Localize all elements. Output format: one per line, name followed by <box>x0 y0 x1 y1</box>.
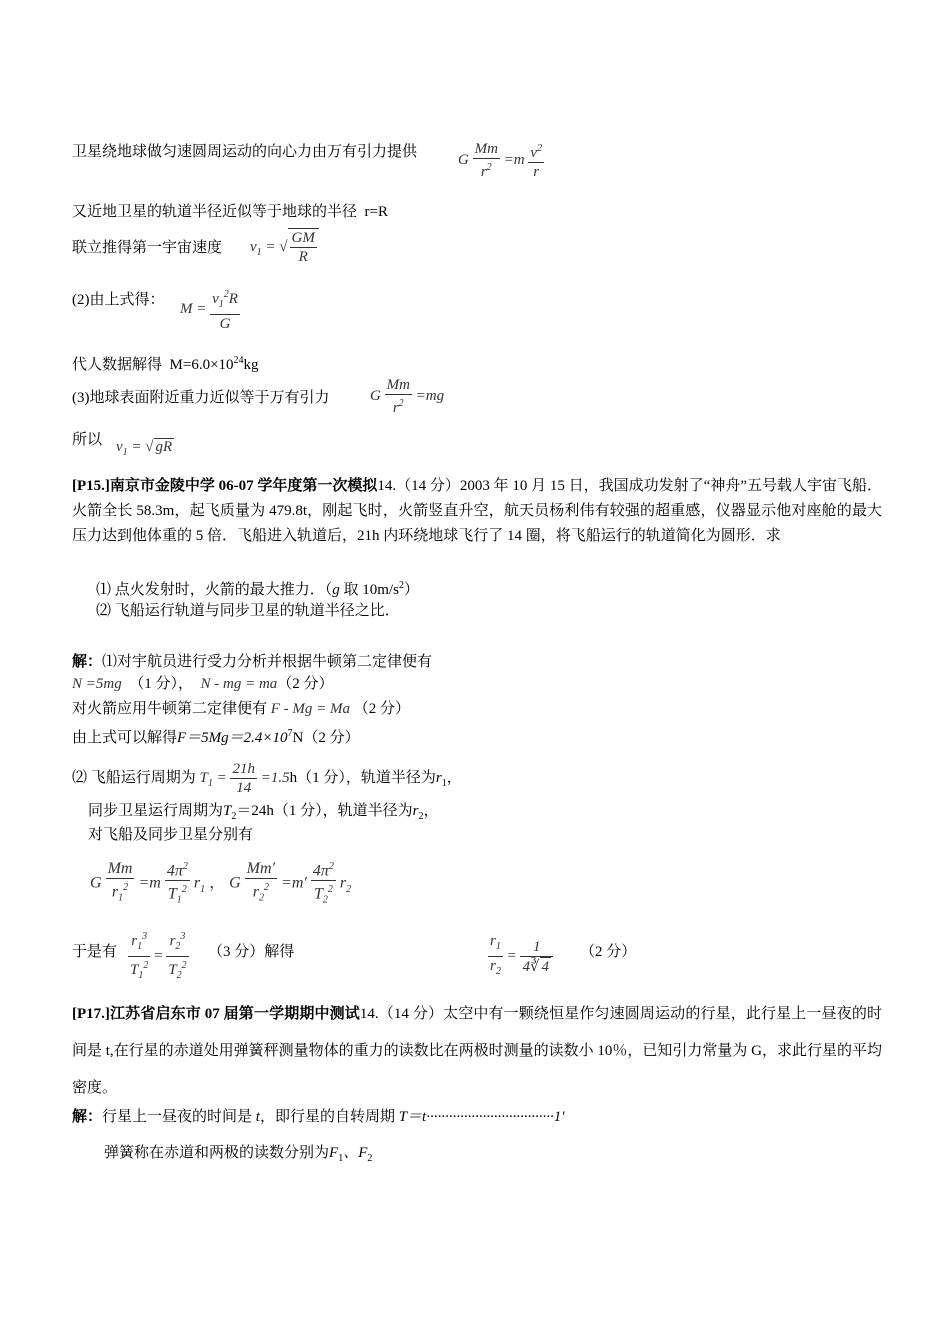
problem-p15: [P15.]南京市金陵中学 06-07 学年度第一次模拟14.（14 分）2003 年 10 月 15 日，我国成功发射了“神舟”五号载人宇宙飞船．火箭全长 58.3m，起飞质量为 479.8t，刚起飞时，火箭竖直升空，航天员杨利伟有较强的超重感，仪器显示他对座舱的最大压力达到他体重的 5 倍．飞船进入轨道后，21h 内环绕地球飞行了 14 圈，将飞船运行的轨道简化为圆形．求 <box>72 478 882 544</box>
formula-velocity-gR: $v_1$ = √ gR <box>116 439 173 458</box>
solution-line: 对飞船及同步卫星分别有 <box>88 827 254 843</box>
text-line: 联立推得第一宇宙速度 <box>72 240 223 256</box>
solution-line: 对火箭应用牛顿第二定律便有 F - Mg = Ma （2 分） <box>72 701 411 717</box>
solution-line: 于是有 <box>72 944 118 960</box>
formula-radius-ratio: $\frac{r_1}{r_2}$ = $\frac{1}{4∛ 4}$ <box>488 932 553 981</box>
text-line: 又近地卫星的轨道半径近似等于地球的半径 r=R <box>72 204 388 220</box>
solution-line: （2 分） <box>580 944 637 960</box>
formula-mass: M = $\frac{v_1^2R}{G}$ <box>180 286 240 333</box>
text-line: 卫星绕地球做匀速圆周运动的向心力由万有引力提供 <box>72 144 418 160</box>
formula-kepler-pair: G $\frac{Mm}{r_1^2}$ =m $\frac{4\pi^2}{T_1^2}$ $r_1$ ， G $\frac{Mm'}{r_2^2}$ =m′ $\frac{4\pi^2}{T_2^2}$ $r_2$ <box>90 858 351 910</box>
solution-line: 由上式可以解得$F=5Mg=2.4\times 10^7N(2$ 分） <box>72 728 360 746</box>
text-line: 代人数据解得 $M=6.0\times 10^{24}kg$ <box>72 355 259 373</box>
formula-kepler-third: $\frac{r_1^3}{T_1^2}$ = $\frac{r_2^3}{T_2^2}$ <box>128 928 189 985</box>
solution-line: 弹簧称在赤道和两极的读数分别为$F_1$、$F_2$ <box>104 1145 373 1164</box>
solution-line: ⑵ 飞船运行周期为 $T_1$ = $\frac{21h}{14}$ =1.5h（1 分），轨道半径为$r_1$， <box>72 761 462 796</box>
solution-line: 同步卫星运行周期为$T_2=24h(1$ 分），轨道半径为$r_2$， <box>88 803 439 822</box>
text-line: (3)地球表面附近重力近似等于万有引力 <box>72 390 330 406</box>
problem-p17: [P17.]江苏省启东市 07 届第一学期期中测试14.（14 分）太空中有一颗绕恒星作匀速圆周运动的行星，此行星上一昼夜的时间是 t,在行星的赤道处用弹簧秤测量物体的重力的读数比在两极时测量的读数小 10％，已知引力常量为 G，求此行星的平均密度。 <box>72 1006 883 1096</box>
text-line: (2)由上式得： <box>72 292 165 308</box>
solution-line: N =5mg （1 分）， N - mg = ma（2 分） <box>72 676 334 692</box>
solution-line: （3 分）解得 <box>208 944 295 960</box>
text-line: 所以 <box>72 432 103 448</box>
solution-line: 解：行星上一昼夜的时间是 t，即行星的自转周期 T＝t··································1′ <box>72 1109 565 1125</box>
solution-line: 解：⑴对宇航员进行受力分析并根据牛顿第二定律便有 <box>72 654 433 670</box>
problem-tag: [P15.]南京市金陵中学 06-07 学年度第一次模拟 <box>72 478 378 494</box>
formula-first-cosmic-velocity: $v_1$ = √ $\frac{GM}{R}$ <box>250 228 319 266</box>
problem-tag: [P17.]江苏省启东市 07 届第一学期期中测试 <box>72 1006 360 1022</box>
formula-gravity-centripetal: G $\frac{Mm}{r^2}$ =m $\frac{v^2}{r}$ <box>458 141 543 180</box>
question-1: ⑴ 点火发射时，火箭的最大推力．（g 取 $10m/s^2$） <box>96 580 419 598</box>
question-2: ⑵ 飞船运行轨道与同步卫星的轨道半径之比． <box>96 603 400 619</box>
formula-gravity-weight: G $\frac{Mm}{r^2}$ =mg <box>370 377 445 416</box>
